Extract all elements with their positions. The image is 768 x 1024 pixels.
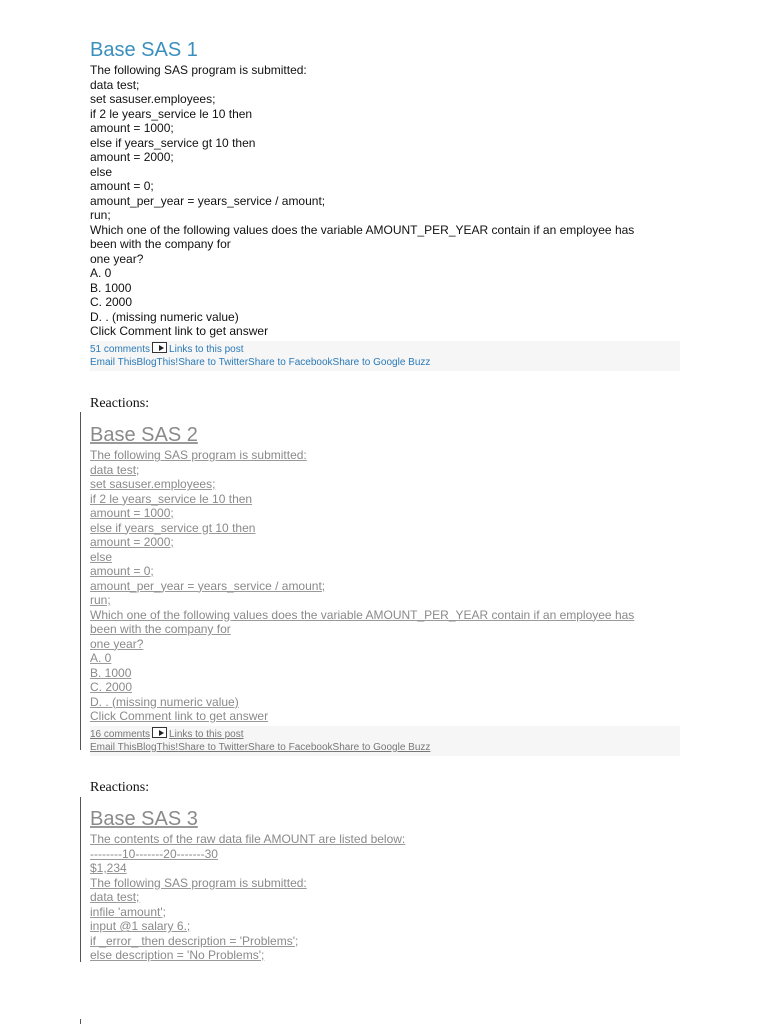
comments-link[interactable]: 16 comments [90, 728, 151, 740]
post-base-sas-1 [90, 39, 680, 371]
links-to-post-link[interactable]: Links to this post [169, 343, 244, 355]
post-body [90, 63, 680, 339]
post-body [90, 832, 680, 963]
body-line: amount_per_year = years_service / amount; [90, 193, 326, 208]
body-line: Click Comment link to get answer [90, 709, 269, 723]
body-line: C. 2000 [90, 680, 133, 694]
body-line: if 2 le years_service le 10 then [90, 106, 253, 121]
body-line: The following SAS program is submitted: [90, 875, 307, 890]
body-line: B. 1000 [90, 280, 132, 295]
share-facebook-link[interactable]: Share to Facebook [248, 356, 333, 368]
body-line: set sasuser.employees; [90, 92, 216, 106]
body-line: amount = 0; [90, 564, 154, 578]
quote-bar [80, 412, 81, 750]
body-line: Click Comment link to get answer [90, 324, 269, 338]
links-to-post-link[interactable]: Links to this post [169, 728, 244, 740]
post-title[interactable]: Base SAS 1 [90, 39, 198, 61]
body-line: Which one of the following values does the variable AMOUNT_PER_YEAR contain if an employee has [90, 607, 635, 622]
body-line: data test; [90, 462, 140, 477]
post-base-sas-3 [90, 808, 680, 963]
body-line: been with the company for [90, 622, 231, 636]
body-line: amount = 2000; [90, 150, 174, 164]
body-line: else if years_service gt 10 then [90, 520, 256, 535]
post-title[interactable]: Base SAS 3 [90, 808, 198, 830]
body-line: if 2 le years_service le 10 then [90, 491, 253, 506]
post-footer [90, 341, 680, 371]
body-line: A. 0 [90, 266, 112, 280]
body-line: else description = 'No Problems'; [90, 948, 265, 962]
body-line: data test; [90, 890, 140, 904]
share-blogthis-link[interactable]: BlogThis! [136, 741, 179, 753]
body-line: amount = 0; [90, 179, 154, 193]
body-line: The contents of the raw data file AMOUNT are listed below: [90, 832, 406, 846]
share-email-link[interactable]: Email This [90, 741, 137, 753]
post-base-sas-2 [90, 424, 680, 756]
reactions-label: Reactions: [90, 780, 150, 795]
share-email-link[interactable]: Email This [90, 356, 137, 368]
body-line: C. 2000 [90, 295, 133, 309]
body-line: if _error_ then description = 'Problems'; [90, 933, 299, 948]
body-line: The following SAS program is submitted: [90, 63, 307, 77]
body-line: The following SAS program is submitted: [90, 448, 307, 462]
body-line: infile 'amount'; [90, 904, 166, 919]
body-line: one year? [90, 636, 144, 651]
body-line: amount = 1000; [90, 121, 174, 135]
post-title[interactable]: Base SAS 2 [90, 424, 198, 446]
body-line: one year? [90, 251, 144, 266]
body-line: D. . (missing numeric value) [90, 309, 239, 324]
body-line: input @1 salary 6.; [90, 919, 191, 933]
body-line: been with the company for [90, 237, 231, 251]
link-arrow-icon [152, 342, 167, 353]
body-line: A. 0 [90, 651, 112, 665]
share-twitter-link[interactable]: Share to Twitter [178, 741, 249, 753]
body-line: set sasuser.employees; [90, 477, 216, 491]
share-facebook-link[interactable]: Share to Facebook [248, 741, 333, 753]
link-arrow-icon [152, 727, 167, 738]
share-blogthis-link[interactable]: BlogThis! [136, 356, 179, 368]
body-line: else [90, 549, 113, 564]
body-line: B. 1000 [90, 665, 132, 680]
share-twitter-link[interactable]: Share to Twitter [178, 356, 249, 368]
body-line: amount = 2000; [90, 535, 174, 549]
share-buzz-link[interactable]: Share to Google Buzz [332, 741, 431, 753]
body-line: else [90, 164, 113, 179]
body-line: else if years_service gt 10 then [90, 135, 256, 150]
body-line: amount = 1000; [90, 506, 174, 520]
comments-link[interactable]: 51 comments [90, 343, 151, 355]
quote-bar [80, 1019, 81, 1024]
body-line: --------10-------20-------30 [90, 846, 218, 861]
post-body [90, 448, 680, 724]
body-line: Which one of the following values does the variable AMOUNT_PER_YEAR contain if an employee has [90, 222, 635, 237]
body-line: amount_per_year = years_service / amount; [90, 578, 326, 593]
body-line: $1,234 [90, 861, 127, 875]
body-line: run; [90, 208, 111, 222]
share-buzz-link[interactable]: Share to Google Buzz [332, 356, 431, 368]
quote-bar [80, 797, 81, 962]
body-line: data test; [90, 77, 140, 92]
body-line: D. . (missing numeric value) [90, 694, 239, 709]
body-line: run; [90, 593, 111, 607]
post-footer [90, 726, 680, 756]
reactions-label: Reactions: [90, 396, 150, 411]
